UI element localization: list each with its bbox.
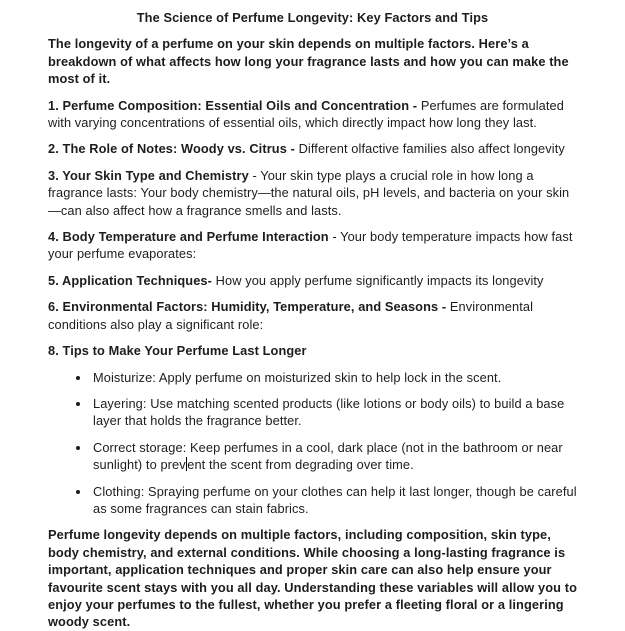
section-body-5[interactable]: How you apply perfume significantly impacts its longevity: [215, 272, 544, 288]
section-paragraph-3[interactable]: [48, 167, 577, 219]
section-heading-4[interactable]: 4. Body Temperature and Perfume Interaction: [48, 229, 329, 245]
section-body-2[interactable]: Different olfactive families also affect longevity: [298, 141, 565, 157]
section-paragraph-1[interactable]: [48, 97, 577, 132]
intro-paragraph[interactable]: The longevity of a perfume on your skin depends on multiple factors. Here’s a breakdown of what affects how long your fragrance lasts and how you can make the most of it.: [48, 36, 569, 87]
section-heading-2[interactable]: 2. The Role of Notes: Woody vs. Citrus -: [48, 141, 295, 157]
section-heading-1[interactable]: 1. Perfume Composition: Essential Oils and Concentration -: [48, 97, 418, 113]
section-paragraph-2[interactable]: [48, 140, 577, 157]
section-body-3[interactable]: - Your skin type plays a crucial role in how long a fragrance lasts: Your body chemistry—the natural oils, pH levels, and bacteria on your skin—can also affect how a fragrance smells and lasts.: [48, 167, 570, 218]
section-paragraph-4[interactable]: [48, 228, 577, 263]
tip-item[interactable]: • Clothing: Spraying perfume on your clothes can help it last longer, though be careful as some fragrances can stain fabrics.: [91, 483, 577, 518]
document-title[interactable]: The Science of Perfume Longevity: Key Factors and Tips: [136, 10, 489, 25]
tips-list: [48, 369, 577, 518]
section-body-1[interactable]: Perfumes are formulated with varying concentrations of essential oils, which directly impact how long they last.: [48, 97, 564, 131]
tip-item[interactable]: • Correct storage: Keep perfumes in a cool, dark place (not in the bathroom or near sunlight) to prev ent the scent from degrading over time.: [91, 439, 577, 474]
section-body-6[interactable]: Environmental conditions also play a significant role:: [48, 299, 534, 332]
section-heading-5[interactable]: 5. Application Techniques-: [48, 272, 212, 288]
section-heading-3[interactable]: 3. Your Skin Type and Chemistry: [48, 167, 249, 183]
section-paragraph-6[interactable]: [48, 298, 577, 333]
conclusion-paragraph[interactable]: Perfume longevity depends on multiple factors, including composition, skin type, body chemistry, and external conditions. While choosing a long-lasting fragrance is important, application techniques and proper skin care can also help ensure your favourite scent stays with you all day. Understanding these variables will allow you to enjoy your perfumes to the fullest, whether you prefer a fleeting floral or a lingering woody scent.: [48, 527, 578, 630]
tips-heading[interactable]: 8. Tips to Make Your Perfume Last Longer: [48, 343, 307, 359]
section-paragraph-5[interactable]: [48, 272, 577, 289]
text-cursor: [186, 457, 188, 471]
section-heading-6[interactable]: 6. Environmental Factors: Humidity, Temperature, and Seasons -: [48, 299, 447, 315]
section-body-4[interactable]: - Your body temperature impacts how fast your perfume evaporates:: [48, 229, 573, 262]
tip-item[interactable]: • Moisturize: Apply perfume on moisturized skin to help lock in the scent.: [91, 369, 577, 386]
tip-item[interactable]: • Layering: Use matching scented products (like lotions or body oils) to build a base layer that holds the fragrance better.: [91, 395, 577, 430]
